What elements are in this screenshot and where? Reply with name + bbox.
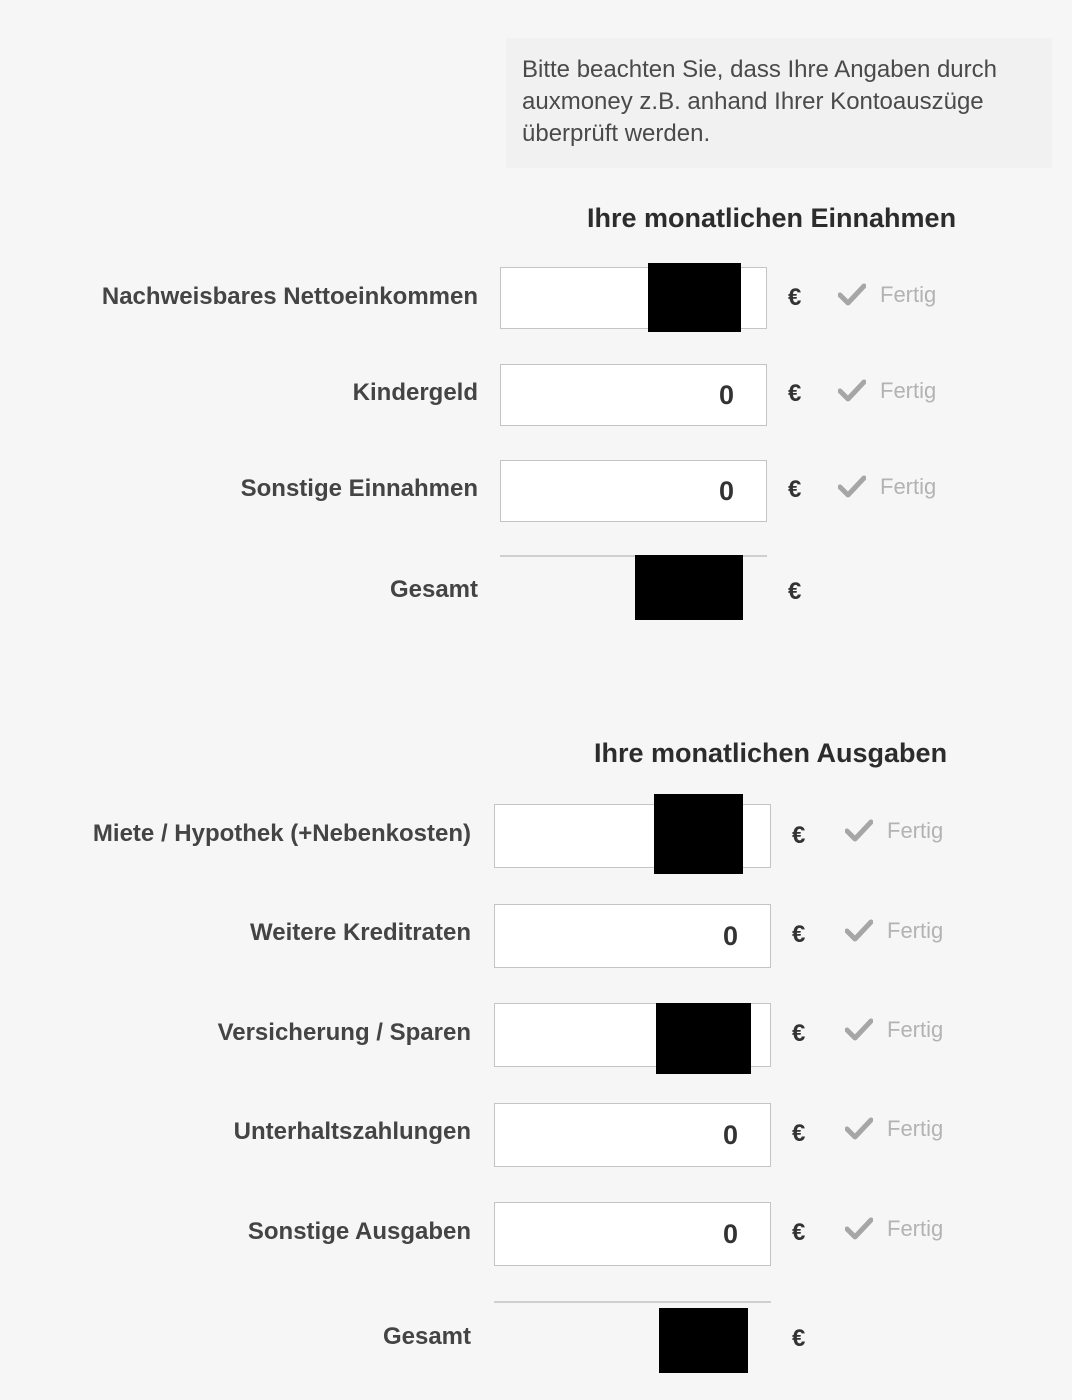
status-text: Fertig	[887, 1116, 944, 1141]
other-income-status	[838, 472, 936, 502]
other-expenses-status	[845, 1214, 943, 1244]
loan-rates-label: Weitere Kreditraten	[250, 919, 471, 946]
redaction	[635, 555, 743, 620]
expenses-total-divider	[494, 1301, 771, 1303]
child-benefit-input[interactable]	[500, 364, 767, 426]
status-text: Fertig	[880, 474, 937, 499]
verification-notice: Bitte beachten Sie, dass Ihre Angaben durch auxmoney z.B. anhand Ihrer Kontoauszüge überprüft werden.	[506, 38, 1052, 168]
other-income-currency: €	[788, 476, 802, 503]
loan-rates-input[interactable]	[494, 904, 771, 968]
other-income-label: Sonstige Einnahmen	[240, 475, 478, 502]
child-benefit-label: Kindergeld	[352, 379, 478, 406]
other-income-input[interactable]	[500, 460, 767, 522]
net-income-currency: €	[788, 284, 802, 311]
alimony-input[interactable]	[494, 1103, 771, 1167]
net-income-status	[838, 280, 936, 310]
alimony-label: Unterhaltszahlungen	[233, 1118, 471, 1145]
insurance-savings-status	[845, 1015, 943, 1045]
check-icon	[845, 1018, 873, 1042]
insurance-savings-label: Versicherung / Sparen	[217, 1019, 471, 1046]
net-income-label: Nachweisbares Nettoeinkommen	[101, 283, 478, 310]
other-expenses-currency: €	[792, 1219, 806, 1246]
redaction	[659, 1308, 748, 1373]
income-total-label: Gesamt	[389, 576, 478, 603]
status-text: Fertig	[887, 918, 944, 943]
check-icon	[845, 919, 873, 943]
status-text: Fertig	[887, 818, 944, 843]
other-expenses-label: Sonstige Ausgaben	[247, 1218, 471, 1245]
loan-rates-status	[845, 916, 943, 946]
check-icon	[845, 819, 873, 843]
expenses-section-title: Ihre monatlichen Ausgaben	[594, 738, 948, 768]
check-icon	[838, 475, 866, 499]
redaction	[656, 1003, 751, 1074]
income-section-title: Ihre monatlichen Einnahmen	[587, 203, 957, 233]
rent-label: Miete / Hypothek (+Nebenkosten)	[92, 820, 471, 847]
alimony-status	[845, 1114, 943, 1144]
other-expenses-input[interactable]	[494, 1202, 771, 1266]
rent-status	[845, 816, 943, 846]
check-icon	[845, 1217, 873, 1241]
alimony-currency: €	[792, 1120, 806, 1147]
check-icon	[838, 283, 866, 307]
loan-rates-currency: €	[792, 921, 806, 948]
status-text: Fertig	[880, 282, 937, 307]
redaction	[654, 794, 743, 874]
child-benefit-status	[838, 376, 936, 406]
check-icon	[838, 379, 866, 403]
expenses-total-label: Gesamt	[382, 1323, 471, 1350]
redaction	[648, 263, 741, 332]
child-benefit-currency: €	[788, 380, 802, 407]
rent-currency: €	[792, 822, 806, 849]
status-text: Fertig	[887, 1017, 944, 1042]
status-text: Fertig	[887, 1216, 944, 1241]
insurance-savings-currency: €	[792, 1020, 806, 1047]
expenses-total-currency: €	[792, 1325, 806, 1352]
status-text: Fertig	[880, 378, 937, 403]
check-icon	[845, 1117, 873, 1141]
income-total-currency: €	[788, 578, 802, 605]
